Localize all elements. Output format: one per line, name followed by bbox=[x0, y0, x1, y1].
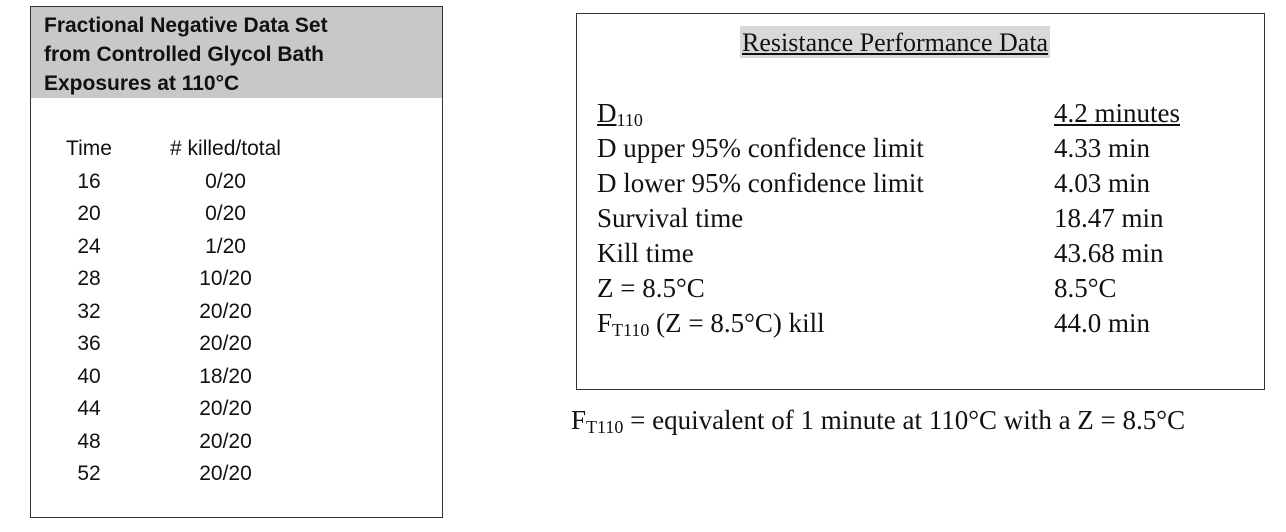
title-line-3: Exposures at 110°C bbox=[44, 72, 240, 95]
row-label: D upper 95% confidence limit bbox=[597, 133, 924, 163]
row-value: 18.47 min bbox=[1054, 203, 1164, 233]
row-label: Z = 8.5°C bbox=[597, 273, 705, 303]
time-cell: 24 bbox=[77, 234, 101, 258]
performance-row bbox=[597, 236, 1247, 271]
killed-cell: 10/20 bbox=[199, 267, 252, 290]
time-cell: 52 bbox=[77, 462, 101, 485]
time-cell: 20 bbox=[77, 202, 101, 225]
killed-cell: 20/20 bbox=[199, 429, 252, 453]
title-line-1: Fractional Negative Data Set bbox=[44, 14, 328, 37]
fractional-negative-panel bbox=[30, 6, 443, 518]
time-cell: 36 bbox=[77, 332, 101, 355]
row-label: Survival time bbox=[597, 203, 744, 233]
row-value: 4.03 min bbox=[1054, 168, 1151, 198]
title-line-2: from Controlled Glycol Bath bbox=[44, 43, 325, 66]
time-cell: 32 bbox=[77, 299, 101, 323]
killed-cell: 20/20 bbox=[199, 397, 252, 420]
panel-title: Resistance Performance Data bbox=[742, 28, 1049, 57]
killed-cell: 20/20 bbox=[199, 332, 252, 355]
performance-row bbox=[597, 166, 1247, 201]
time-cell: 16 bbox=[77, 169, 101, 193]
killed-cell: 20/20 bbox=[199, 299, 252, 323]
performance-row bbox=[597, 271, 1247, 306]
performance-row bbox=[597, 131, 1247, 166]
ft110-label: $F_{T110}$ (Z = 8.5°C) kill bbox=[597, 308, 825, 340]
ft110-value: 44.0 min bbox=[1054, 308, 1151, 338]
row-value: 8.5°C bbox=[1054, 273, 1117, 303]
row-value: 4.33 min bbox=[1054, 133, 1151, 163]
killed-cell: 0/20 bbox=[205, 169, 246, 193]
row-label: Kill time bbox=[597, 238, 694, 268]
killed-cell: 0/20 bbox=[205, 202, 246, 225]
resistance-performance-panel bbox=[576, 13, 1265, 390]
d110-row bbox=[597, 96, 1247, 131]
time-cell: 44 bbox=[77, 397, 101, 420]
time-cell: 48 bbox=[77, 429, 101, 453]
time-cell: 40 bbox=[77, 364, 101, 388]
ft110-footnote: $F_{T110}$ = equivalent of 1 minute at 110°C with a Z = 8.5°C bbox=[571, 405, 1186, 437]
performance-row bbox=[597, 201, 1247, 236]
killed-cell: 1/20 bbox=[205, 234, 246, 258]
row-label: D lower 95% confidence limit bbox=[597, 168, 924, 198]
column-header-killed: # killed/total bbox=[170, 137, 281, 160]
row-value: 43.68 min bbox=[1054, 238, 1164, 268]
d110-label: $D_{110}$ bbox=[597, 98, 643, 130]
time-cell: 28 bbox=[77, 267, 101, 290]
d110-value: 4.2 minutes bbox=[1054, 98, 1180, 128]
ft110-row bbox=[597, 306, 1247, 341]
killed-cell: 18/20 bbox=[199, 364, 252, 388]
column-header-time: Time bbox=[66, 137, 112, 160]
panel-title bbox=[31, 7, 442, 98]
killed-cell: 20/20 bbox=[199, 462, 252, 485]
performance-list bbox=[597, 96, 1247, 341]
